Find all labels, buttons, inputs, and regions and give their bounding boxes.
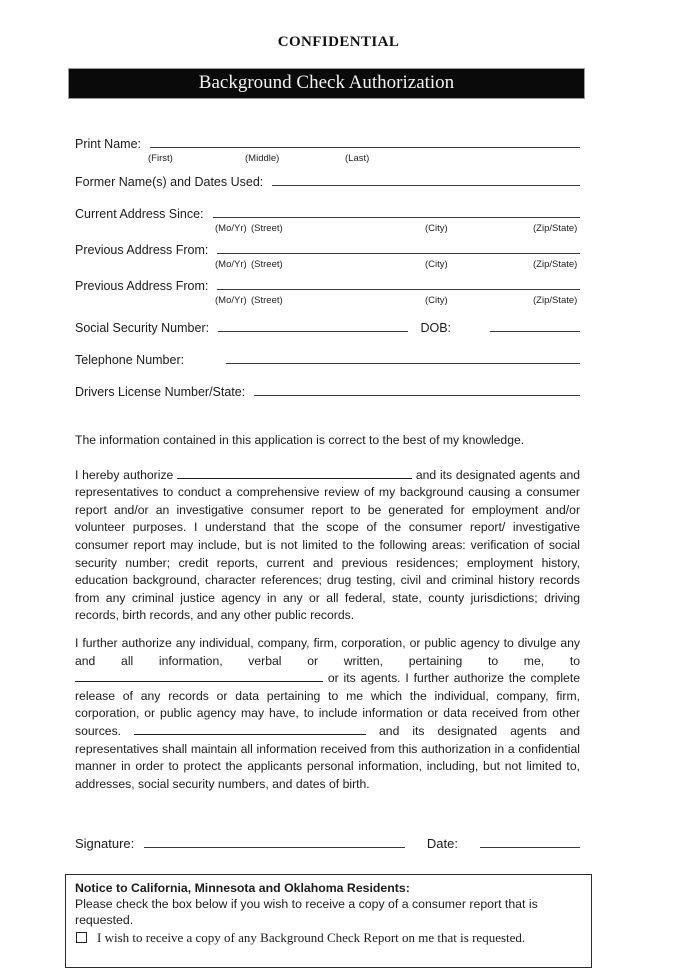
current-address-line[interactable] bbox=[213, 205, 580, 218]
authorization-statement-2 bbox=[75, 635, 580, 793]
previous-address-2-sublabels bbox=[75, 293, 580, 309]
previous-address-1-row bbox=[75, 241, 580, 257]
statement-text: I further authorize any individual, company, firm, corporation, or public agency to divulge any and all information, verbal or written, pertaining to me, to bbox=[75, 635, 580, 668]
zipstate-sublabel: (Zip/State) bbox=[533, 259, 578, 270]
former-names-row bbox=[75, 173, 580, 189]
moyr-sublabel: (Mo/Yr) bbox=[215, 259, 247, 270]
moyr-sublabel: (Mo/Yr) bbox=[215, 223, 247, 234]
notice-title: Notice to California, Minnesota and Oklahoma Residents: bbox=[75, 881, 410, 896]
notice-checkbox-row bbox=[75, 930, 582, 946]
ssn-label: Social Security Number: bbox=[75, 321, 210, 335]
telephone-row bbox=[75, 351, 580, 367]
statement-text: or its agents. I further authorize the complete release of any records or data pertaining to me which the individual, company, firm, corporation, or public agency may have, to include information or data received from other sources. bbox=[75, 671, 580, 738]
previous-address-1-label: Previous Address From: bbox=[75, 243, 209, 257]
ssn-dob-row bbox=[75, 319, 580, 335]
current-address-label: Current Address Since: bbox=[75, 207, 204, 221]
confidential-heading: CONFIDENTIAL bbox=[277, 34, 400, 50]
signature-row bbox=[75, 835, 580, 853]
moyr-sublabel: (Mo/Yr) bbox=[215, 295, 247, 306]
previous-address-2-label: Previous Address From: bbox=[75, 279, 209, 293]
previous-address-2-row bbox=[75, 277, 580, 293]
dob-label: DOB: bbox=[420, 321, 451, 335]
drivers-license-label: Drivers License Number/State: bbox=[75, 385, 246, 399]
previous-address-1-sublabels bbox=[75, 257, 580, 273]
zipstate-sublabel: (Zip/State) bbox=[533, 295, 578, 306]
personal-info-section bbox=[75, 135, 580, 399]
city-sublabel: (City) bbox=[425, 295, 448, 306]
ssn-line[interactable] bbox=[218, 319, 408, 332]
fill-in-blank[interactable] bbox=[134, 723, 366, 735]
consumer-report-copy-checkbox[interactable] bbox=[76, 932, 87, 943]
fill-in-blank[interactable] bbox=[177, 467, 412, 479]
middle-name-sublabel: (Middle) bbox=[245, 153, 280, 164]
residents-notice-box bbox=[65, 874, 592, 968]
dob-line[interactable] bbox=[490, 319, 580, 332]
form-title: Background Check Authorization bbox=[198, 72, 455, 93]
current-address-sublabels bbox=[75, 221, 580, 237]
print-name-sublabels bbox=[75, 151, 580, 167]
notice-instruction: Please check the box below if you wish to receive a copy of a consumer report that is requested. bbox=[75, 897, 538, 928]
city-sublabel: (City) bbox=[425, 223, 448, 234]
former-names-line[interactable] bbox=[272, 173, 580, 186]
drivers-license-row bbox=[75, 383, 580, 399]
current-address-row bbox=[75, 205, 580, 221]
statement-text: I hereby authorize bbox=[75, 467, 178, 482]
zipstate-sublabel: (Zip/State) bbox=[533, 223, 578, 234]
form-title-banner bbox=[68, 68, 585, 99]
fill-in-blank[interactable] bbox=[75, 670, 323, 682]
telephone-line[interactable] bbox=[226, 351, 580, 364]
signature-line[interactable] bbox=[144, 835, 405, 848]
authorization-statement-1 bbox=[75, 467, 580, 625]
print-name-line[interactable] bbox=[150, 135, 580, 148]
print-name-label: Print Name: bbox=[75, 137, 141, 151]
street-sublabel: (Street) bbox=[251, 223, 283, 234]
telephone-label: Telephone Number: bbox=[75, 353, 185, 367]
street-sublabel: (Street) bbox=[251, 259, 283, 270]
statement-text: and its designated agents and representatives shall maintain all information received from this authorization in a confidential manner in order to protect the applicants personal information, including, but not limited to, addresses, social security numbers, and dates of birth. bbox=[75, 723, 581, 791]
authorization-statements bbox=[75, 432, 580, 793]
former-names-label: Former Name(s) and Dates Used: bbox=[75, 175, 264, 189]
city-sublabel: (City) bbox=[425, 259, 448, 270]
previous-address-2-line[interactable] bbox=[217, 277, 580, 290]
drivers-license-line[interactable] bbox=[254, 383, 580, 396]
print-name-row bbox=[75, 135, 580, 151]
street-sublabel: (Street) bbox=[251, 295, 283, 306]
previous-address-1-line[interactable] bbox=[217, 241, 580, 254]
checkbox-label: I wish to receive a copy of any Background Check Report on me that is requested. bbox=[97, 930, 526, 946]
first-name-sublabel: (First) bbox=[148, 153, 173, 164]
date-line[interactable] bbox=[480, 835, 580, 848]
statement-text: and its designated agents and representatives to conduct a comprehensive review of my background causing a consumer report and/or an investigative consumer report to be generated for employment and/or volunteer purposes. I understand that the scope of the consumer report/ investigative consumer report may include, but is not limited to the following areas: verification of social security number; credit reports, current and previous residences; employment history, education background, character references; drug testing, civil and criminal history records from any criminal justice agency in any or all federal, state, county jurisdictions; driving records, birth records, and any other public records. bbox=[75, 467, 581, 623]
accuracy-statement: The information contained in this application is correct to the best of my knowledge. bbox=[75, 433, 525, 447]
signature-label: Signature: bbox=[75, 836, 135, 852]
last-name-sublabel: (Last) bbox=[345, 153, 370, 164]
date-label: Date: bbox=[426, 836, 458, 852]
